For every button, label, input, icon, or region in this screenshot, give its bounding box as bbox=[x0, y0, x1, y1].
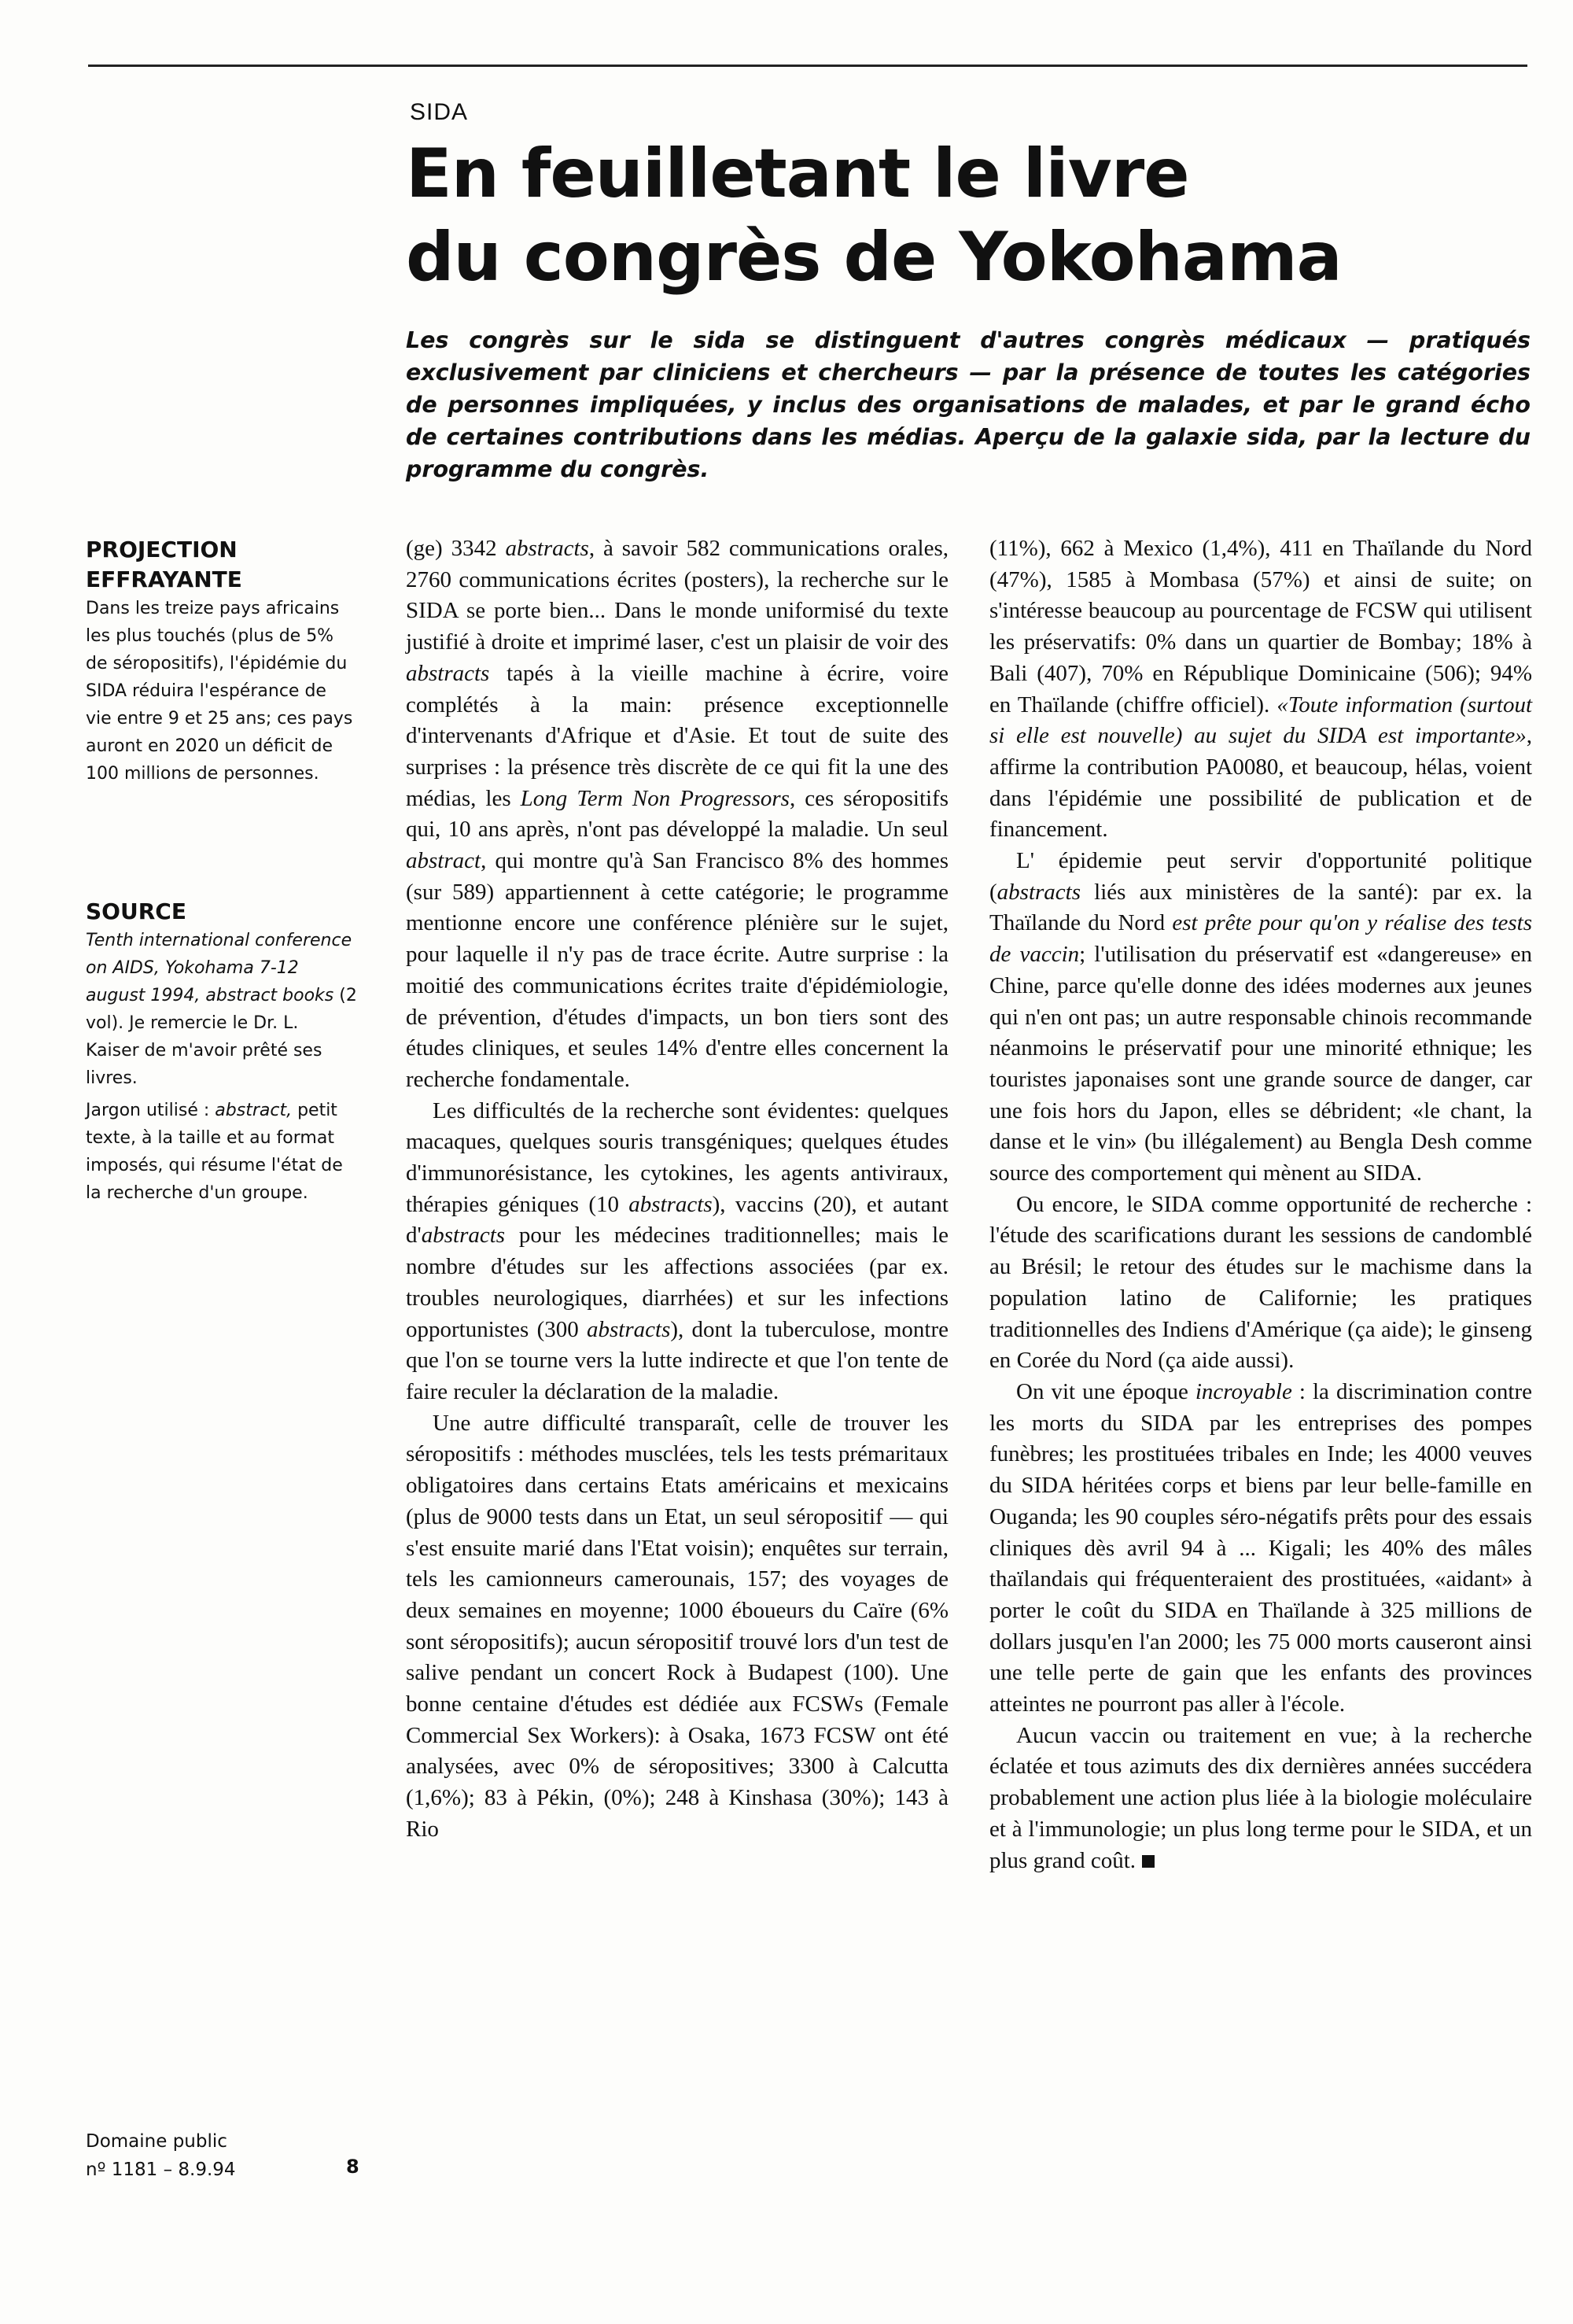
source-title: Tenth international conference on AIDS, Yokohama 7-12 august 1994, abstract books bbox=[86, 931, 352, 1005]
source-note: (2 vol). Je remercie le Dr. L. Kaiser de m'avoir prêté ses livres. bbox=[86, 986, 357, 1088]
sidebar-text-projection: Dans les treize pays africains les plus touchés (plus de 5% de séropositifs), l'épidémie du SIDA réduira l'espérance de vie entre 9 et 25 ans; ces pays auront en 2020 un déficit de 100 millions de personnes. bbox=[86, 599, 353, 784]
article-title bbox=[406, 132, 1523, 299]
publication-name: Domaine public bbox=[86, 2131, 227, 2152]
paragraph: L' épidemie peut servir d'opportunité politique (abstracts liés aux ministères de la santé): par ex. la Thaïlande du Nord est prête pour qu'on y réalise des tests de vaccin; l'utilisation du préservatif est «dangereuse» en Chine, parce qu'elle donne des idées modernes aux jeunes qui n'en ont pas; un autre responsable chinois recommande néanmoins le préservatif pour une minorité ethnique; les touristes japonaises sont une grande source de danger, car une fois hors du Japon, elles se débrident; «le chant, la danse et le vin» (bu illégalement) au Bengla Desh comme source des comportement qui mènent au SIDA. bbox=[989, 848, 1533, 1186]
section-rubric: SIDA bbox=[410, 99, 469, 125]
sidebar-source bbox=[86, 897, 357, 1208]
paragraph: (ge) 3342 abstracts, à savoir 582 communications orales, 2760 communications écrites (posters), la recherche sur le SIDA se porte bien... Dans le monde uniformisé du texte justifié à droite et imprimé laser, c'est un plaisir de voir des abstracts tapés à la vieille machine à écrire, voire complétés à la main: présence exceptionnelle d'intervenants d'Afrique et d'Asie. Et tout de suite des surprises : la présence très discrète de ce qui fit la une des médias, les Long Term Non Progressors, ces séropositifs qui, 10 ans après, n'ont pas développé la maladie. Un seul abstract, qui montre qu'à San Francisco 8% des hommes (sur 589) appartiennent à cette catégorie; le programme mentionne encore une conférence plénière sur le sujet, pour laquelle il n'y pas de trace écrite. Autre surprise : la moitié des communications écrites traite d'épidémiologie, de prévention, d'études d'impacts, un bon tiers sont des études cliniques, et seules 14% d'entre elles concernent la recherche fondamentale. bbox=[406, 536, 949, 1092]
paragraph: Ou encore, le SIDA comme opportunité de recherche : l'étude des scarifications durant les sessions de candomblé au Brésil; le retour des études sur le machisme dans la population latino de Californie; les pratiques traditionnelles des Indiens d'Amérique (ça aide); le ginseng en Corée du Nord (ça aide aussi). bbox=[989, 1191, 1532, 1374]
paragraph: On vit une époque incroyable : la discrimination contre les morts du SIDA par les entreprises des pompes funèbres; les prostituées tribales en Inde; les 4000 veuves du SIDA héritées corps et biens par leur belle-famille en Ouganda; les 90 couples séro-négatifs prêts pour des essais cliniques dès avril 94 à ... Kigali; les 40% des mâles thaïlandais qui fréquenteraient des prostituées, «aidant» à porter le coût du SIDA en Thaïlande à 325 millions de dollars jusqu'en l'an 2000; les 75 000 morts causeront ainsi une telle perte de gain que les enfants des provinces atteintes ne pourront pas aller à l'école. bbox=[989, 1378, 1532, 1717]
footer-publication bbox=[86, 2127, 369, 2184]
paragraph: Aucun vaccin ou traitement en vue; à la recherche éclatée et tous azimuts des dix dernières années succédera probablement une action plus liée à la biologie moléculaire et à l'immunologie; un plus long terme pour le SIDA, et un plus grand coût. bbox=[989, 1722, 1532, 1873]
paragraph: Les difficultés de la recherche sont évidentes: quelques macaques, quelques souris transgéniques; quelques études d'immunorésistance, les cytokines, les agents antiviraux, thérapies géniques (10 abstracts), vaccins (20), et autant d'abstracts pour les médecines traditionnelles; mais le nombre d'études sur les affections associées (par ex. troubles neurologiques, diarrhées) et sur les infections opportunistes (300 abstracts), dont la tuberculose, montre que l'on se tourne vers la lutte indirecte et que l'on tente de faire reculer la déclaration de la maladie. bbox=[406, 1097, 949, 1404]
sidebar-heading-source: SOURCE bbox=[86, 898, 186, 924]
jargon-definition: petit texte, à la taille et au format imposés, qui résume l'état de la recherche d'un groupe. bbox=[86, 1101, 343, 1203]
article-column-1 bbox=[406, 533, 949, 1846]
jargon-term: abstract, bbox=[215, 1101, 293, 1120]
title-line-1: En feuilletant le livre bbox=[406, 135, 1189, 213]
article-column-2 bbox=[989, 533, 1532, 1876]
title-line-2: du congrès de Yokohama bbox=[406, 218, 1342, 297]
sidebar-heading-projection: PROJECTION EFFRAYANTE bbox=[86, 537, 242, 592]
page-number: 8 bbox=[346, 2156, 359, 2178]
sidebar-text-jargon bbox=[86, 1097, 357, 1207]
end-mark-square bbox=[1142, 1855, 1155, 1868]
issue-number: nº 1181 – 8.9.94 bbox=[86, 2160, 236, 2180]
sidebar-projection bbox=[86, 535, 357, 789]
article-lead: Les congrès sur le sida se distinguent d'autres congrès médicaux — pratiqués exclusivement par cliniciens et chercheurs — par la présence de toutes les catégories de personnes impliquées, y inclus des organisations de malades, et par le grand écho de certaines contributions dans les médias. Aperçu de la galaxie sida, par la lecture du programme du congrès. bbox=[406, 327, 1531, 482]
top-rule bbox=[88, 65, 1527, 67]
sidebar-text-source bbox=[86, 927, 357, 1092]
paragraph: (11%), 662 à Mexico (1,4%), 411 en Thaïlande du Nord (47%), 1585 à Mombasa (57%) et ainsi de suite; on s'intéresse beaucoup au pourcentage de FCSW qui utilisent les préservatifs: 0% dans un quartier de Bombay; 18% à Bali (407), 70% en République Dominicaine (506); 94% en Thaïlande (chiffre officiel). «Toute information (surtout si elle est nouvelle) au sujet du SIDA est importante», affirme la contribution PA0080, et beaucoup, hélas, voient dans l'épidémie une possibilité de publication et de financement. bbox=[989, 536, 1533, 843]
jargon-label: Jargon utilisé : bbox=[86, 1101, 216, 1120]
paragraph: Une autre difficulté transparaît, celle de trouver les séropositifs : méthodes musclées, tels les tests prémaritaux obligatoires dans certains Etats américains et mexicains (plus de 9000 tests dans un Etat, un seul séropositif — qui s'est ensuite marié dans l'Etat voisin); enquêtes sur terrain, tels les camionneurs camerounais, 157; des voyages de deux semaines en moyenne; 1000 éboueurs du Caïre (6% sont séropositifs); aucun séropositif trouvé lors d'un test de salive pendant un concert Rock à Budapest (100). Une bonne centaine d'études est dédiée aux FCSWs (Female Commercial Sex Workers): à Osaka, 1673 FCSW ont été analysées, avec 0% de séropositives; 3300 à Calcutta (1,6%); 83 à Pékin, (0%); 248 à Kinshasa (30%); 143 à Rio bbox=[406, 1410, 949, 1842]
